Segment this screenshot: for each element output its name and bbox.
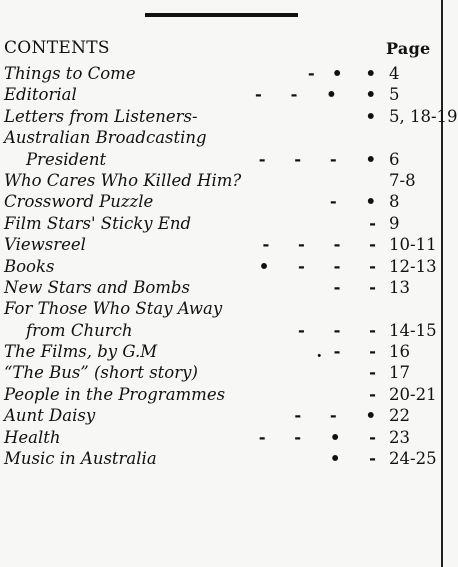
contents-entry (4, 385, 440, 406)
entry-leader-marks: - - (333, 277, 376, 297)
entry-leader-marks: • (365, 106, 376, 126)
contents-entry (4, 235, 440, 256)
contents-entry (4, 449, 440, 470)
contents-entry (4, 64, 440, 85)
entry-leader-marks: - (369, 213, 376, 233)
entry-page-number: 5 (389, 85, 400, 105)
entry-page-number: 4 (389, 64, 400, 83)
entry-page-number: 6 (389, 149, 400, 169)
contents-entry (4, 192, 440, 213)
entry-leader-marks: - - - - (262, 235, 376, 255)
entry-leader-marks: • - (329, 449, 376, 469)
contents-entry (4, 428, 440, 449)
contents-entry (4, 106, 458, 128)
entry-leader-marks: - • (329, 192, 376, 212)
entry-title: Letters from Listeners- (4, 106, 198, 126)
entry-title: Books (4, 256, 55, 276)
entry-title: New Stars and Bombs (4, 277, 190, 297)
entry-title: Crossword Puzzle (4, 192, 154, 212)
contents-header (4, 38, 440, 64)
entry-page-number: 9 (389, 213, 400, 233)
entry-title: Music in Australia (4, 449, 157, 469)
entry-leader-marks: - (369, 363, 376, 383)
entry-title: “The Bus” (short story) (4, 363, 198, 383)
entry-leader-marks: - - • (294, 406, 376, 426)
entry-leader-marks: - - • - (258, 427, 376, 447)
entry-page-number: 24-25 (389, 449, 437, 469)
entry-title: Editorial (4, 85, 77, 105)
contents-entry (4, 257, 440, 278)
entry-title: People in the Programmes (4, 384, 226, 404)
entry-title: Aunt Daisy (4, 406, 96, 426)
contents-entries (4, 64, 458, 470)
entry-leader-marks: . - - (316, 342, 376, 362)
entry-page-number: 16 (389, 342, 410, 362)
entry-page-number: 7-8 (389, 170, 416, 190)
contents-entry (4, 342, 440, 363)
entry-leader-marks: - - - (298, 320, 376, 340)
contents-entry (4, 299, 440, 320)
entry-leader-marks: - - • • (255, 85, 376, 105)
contents-entry (4, 150, 440, 171)
entry-page-number: 14-15 (389, 320, 437, 340)
contents-heading: CONTENTS (4, 38, 110, 58)
entry-title: For Those Who Stay Away (4, 299, 223, 319)
contents-entry (4, 85, 440, 106)
entry-page-number: 8 (389, 192, 400, 212)
entry-leader-marks: - • • (307, 64, 376, 83)
top-rule (145, 13, 298, 17)
entry-title: Viewsreel (4, 235, 86, 255)
entry-title: Health (4, 427, 61, 447)
entry-page-number: 23 (389, 427, 410, 447)
entry-page-number: 13 (389, 277, 410, 297)
contents-list (4, 38, 458, 470)
entry-title: Film Stars' Sticky End (4, 213, 192, 233)
entry-title: Things to Come (4, 64, 136, 83)
contents-entry (4, 363, 440, 384)
page-column-heading: Page (386, 39, 431, 58)
entry-page-number: 12-13 (389, 256, 437, 276)
entry-title: Who Cares Who Killed Him? (4, 170, 242, 190)
entry-title: President (26, 149, 107, 169)
entry-page-number: 22 (389, 406, 410, 426)
entry-leader-marks: - (369, 384, 376, 404)
right-border-rule (441, 0, 443, 567)
contents-entry (4, 171, 440, 192)
entry-page-number: 17 (389, 363, 410, 383)
entry-leader-marks: • - - - (258, 256, 376, 276)
entry-title: from Church (26, 320, 133, 340)
contents-entry (4, 406, 440, 427)
entry-leader-marks: - - - • (258, 149, 376, 169)
entry-page-number: 5, 18-19 (389, 106, 458, 126)
entry-page-number: 10-11 (389, 235, 437, 255)
contents-entry (4, 214, 440, 235)
contents-entry (4, 321, 440, 342)
entry-title: The Films, by G.M (4, 342, 158, 362)
entry-page-number: 20-21 (389, 384, 437, 404)
contents-entry (4, 278, 440, 299)
entry-title: Australian Broadcasting (4, 128, 207, 148)
contents-entry (4, 128, 440, 149)
